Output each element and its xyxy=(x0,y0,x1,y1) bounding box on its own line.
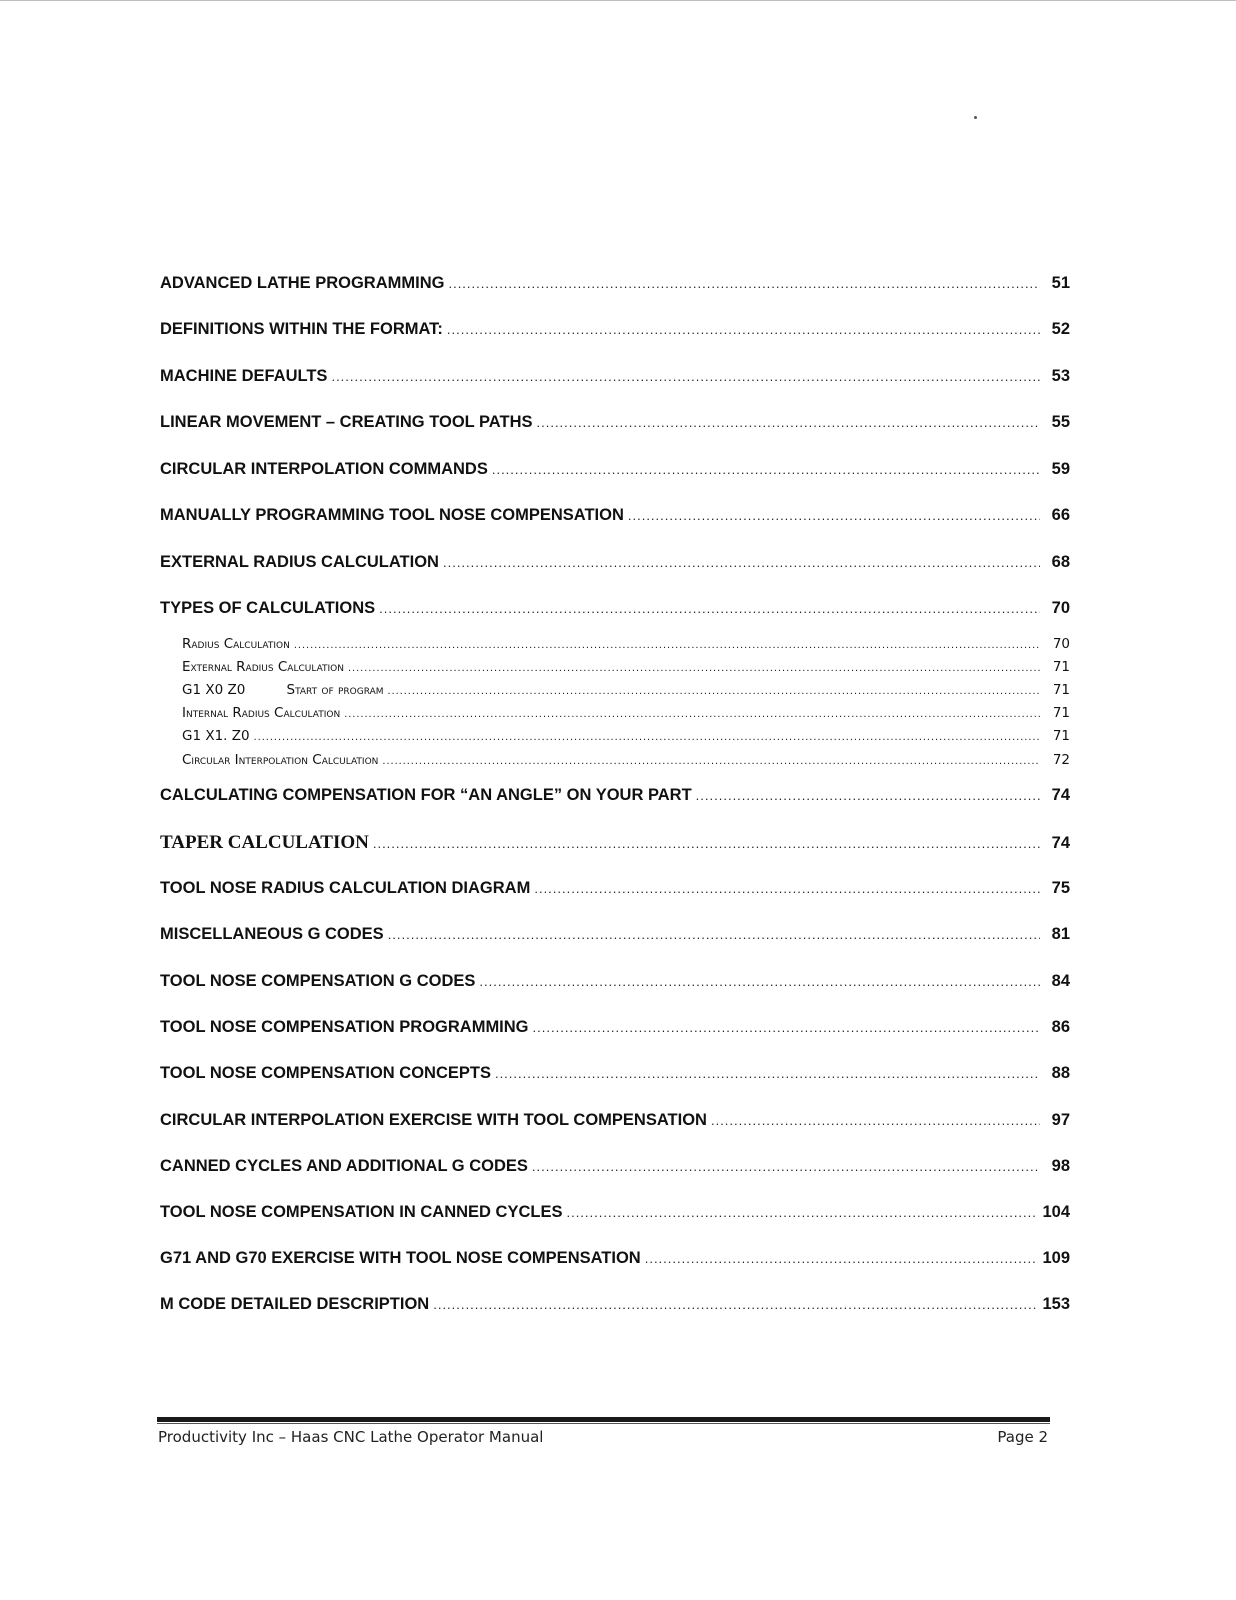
toc-entry-page: 88 xyxy=(1051,1064,1070,1082)
toc-subentry-page: 72 xyxy=(1052,752,1070,768)
toc-entry[interactable] xyxy=(160,1018,1070,1044)
toc-entry-page: 75 xyxy=(1051,879,1070,897)
toc-entry[interactable] xyxy=(160,879,1070,905)
dot-leader xyxy=(711,1113,1040,1128)
toc-entry-label: G71 AND G70 EXERCISE WITH TOOL NOSE COMPENSATION xyxy=(160,1249,641,1267)
toc-entry-label: CANNED CYCLES AND ADDITIONAL G CODES xyxy=(160,1157,528,1175)
toc-subentry-label: G1 X0 Z0 xyxy=(182,682,246,698)
dot-leader xyxy=(533,1020,1040,1035)
toc-entry-page: 59 xyxy=(1051,460,1070,478)
toc-entry-label: TOOL NOSE COMPENSATION IN CANNED CYCLES xyxy=(160,1203,563,1221)
dot-leader xyxy=(696,788,1040,803)
toc-entry-label: DEFINITIONS WITHIN THE FORMAT: xyxy=(160,320,443,338)
toc-entry-page: 98 xyxy=(1051,1157,1070,1175)
dot-leader xyxy=(495,1066,1040,1081)
toc-entry-page: 84 xyxy=(1051,972,1070,990)
toc-entry[interactable] xyxy=(160,274,1070,300)
toc-entry-label: MACHINE DEFAULTS xyxy=(160,367,328,385)
dot-leader xyxy=(479,974,1040,989)
toc-entry-page: 66 xyxy=(1051,506,1070,524)
toc-entry-page: 74 xyxy=(1051,786,1070,804)
toc-subentry-page: 71 xyxy=(1052,728,1070,744)
toc-entry-page: 97 xyxy=(1051,1111,1070,1129)
toc-entry-label: EXTERNAL RADIUS CALCULATION xyxy=(160,553,439,571)
toc-entry[interactable] xyxy=(160,972,1070,998)
dot-leader xyxy=(388,927,1040,942)
page-number: Page 2 xyxy=(997,1428,1048,1446)
toc-entry[interactable] xyxy=(160,1295,1070,1321)
toc-entry-label: TAPER CALCULATION xyxy=(160,832,369,853)
toc-entry-label: TYPES OF CALCULATIONS xyxy=(160,599,376,617)
dot-leader xyxy=(443,555,1040,570)
toc-entry-label: CIRCULAR INTERPOLATION EXERCISE WITH TOOL COMPENSATION xyxy=(160,1111,707,1129)
toc-entry[interactable] xyxy=(160,413,1070,439)
dot-leader xyxy=(254,731,1040,743)
dot-leader xyxy=(388,685,1040,697)
dot-leader xyxy=(382,755,1040,767)
dot-leader xyxy=(534,881,1040,896)
toc-entry[interactable] xyxy=(160,1064,1070,1090)
toc-entry[interactable] xyxy=(160,506,1070,532)
toc-entry-label: MANUALLY PROGRAMMING TOOL NOSE COMPENSATION xyxy=(160,506,624,524)
toc-subentry-label: Circular Interpolation Calculation xyxy=(182,752,379,768)
toc-entry[interactable] xyxy=(160,1249,1070,1275)
toc-entry[interactable] xyxy=(160,1157,1070,1183)
toc-entry-label: LINEAR MOVEMENT – CREATING TOOL PATHS xyxy=(160,413,533,431)
toc-entry[interactable] xyxy=(160,320,1070,346)
toc-entry-label: CIRCULAR INTERPOLATION COMMANDS xyxy=(160,460,488,478)
toc-entry[interactable] xyxy=(160,1203,1070,1229)
toc-entry[interactable] xyxy=(160,460,1070,486)
dot-leader xyxy=(492,462,1040,477)
toc-entry-page: 153 xyxy=(1042,1295,1070,1313)
toc-entry-page: 109 xyxy=(1042,1249,1070,1267)
dot-leader xyxy=(628,508,1040,523)
dot-leader xyxy=(373,836,1040,851)
dot-leader xyxy=(532,1159,1040,1174)
toc-subentry-page: 71 xyxy=(1052,659,1070,675)
dot-leader xyxy=(294,639,1040,651)
toc-subentry[interactable] xyxy=(182,728,1070,750)
toc-subentry-label: Radius Calculation xyxy=(182,636,290,652)
toc-entry[interactable] xyxy=(160,832,1070,858)
footer-title: Productivity Inc – Haas CNC Lathe Operator Manual xyxy=(158,1428,544,1446)
dot-leader xyxy=(447,322,1040,337)
dot-leader xyxy=(348,662,1040,674)
toc-entry-label: TOOL NOSE COMPENSATION G CODES xyxy=(160,972,476,990)
toc-subentry[interactable] xyxy=(182,636,1070,658)
toc-entry[interactable] xyxy=(160,367,1070,393)
scan-speck xyxy=(974,116,977,119)
toc-entry[interactable] xyxy=(160,599,1070,625)
toc-subentry-page: 71 xyxy=(1052,682,1070,698)
toc-entry-label: CALCULATING COMPENSATION FOR “AN ANGLE” ON YOUR PART xyxy=(160,786,692,804)
footer-rule-thin xyxy=(157,1423,1050,1424)
toc-entry-label: TOOL NOSE COMPENSATION PROGRAMMING xyxy=(160,1018,529,1036)
toc-entry[interactable] xyxy=(160,786,1070,812)
toc-entry-page: 53 xyxy=(1051,367,1070,385)
dot-leader xyxy=(344,708,1040,720)
dot-leader xyxy=(537,415,1041,430)
toc-entry-page: 86 xyxy=(1051,1018,1070,1036)
top-edge-rule xyxy=(0,0,1236,1)
footer-rule xyxy=(157,1417,1050,1422)
dot-leader xyxy=(645,1251,1039,1266)
toc-entry-page: 104 xyxy=(1042,1203,1070,1221)
toc-entry[interactable] xyxy=(160,553,1070,579)
dot-leader xyxy=(331,369,1040,384)
toc-entry-page: 81 xyxy=(1051,925,1070,943)
toc-subentry[interactable] xyxy=(182,659,1070,681)
toc-subentry[interactable] xyxy=(182,682,1070,704)
toc-entry-page: 55 xyxy=(1051,413,1070,431)
toc-entry-label: TOOL NOSE RADIUS CALCULATION DIAGRAM xyxy=(160,879,531,897)
toc-entry-label: M CODE DETAILED DESCRIPTION xyxy=(160,1295,430,1313)
toc-subentry[interactable] xyxy=(182,752,1070,774)
toc-entry-page: 51 xyxy=(1051,274,1070,292)
dot-leader xyxy=(433,1297,1038,1312)
toc-entry-label: TOOL NOSE COMPENSATION CONCEPTS xyxy=(160,1064,491,1082)
toc-entry[interactable] xyxy=(160,1111,1070,1137)
toc-subentry[interactable] xyxy=(182,705,1070,727)
toc-entry-page: 74 xyxy=(1051,834,1070,852)
toc-entry-page: 70 xyxy=(1051,599,1070,617)
toc-entry-page: 52 xyxy=(1051,320,1070,338)
toc-subentry-label-secondary: Start of program xyxy=(286,682,384,698)
dot-leader xyxy=(448,276,1040,291)
dot-leader xyxy=(379,601,1040,616)
toc-subentry-page: 71 xyxy=(1052,705,1070,721)
toc-subentry-label: External Radius Calculation xyxy=(182,659,344,675)
toc-entry[interactable] xyxy=(160,925,1070,951)
toc-subentry-label: Internal Radius Calculation xyxy=(182,705,341,721)
toc-subentry-label: G1 X1. Z0 xyxy=(182,728,250,744)
toc-subentry-page: 70 xyxy=(1052,636,1070,652)
toc-entry-label: ADVANCED LATHE PROGRAMMING xyxy=(160,274,445,292)
dot-leader xyxy=(566,1205,1038,1220)
toc-entry-page: 68 xyxy=(1051,553,1070,571)
toc-entry-label: MISCELLANEOUS G CODES xyxy=(160,925,384,943)
